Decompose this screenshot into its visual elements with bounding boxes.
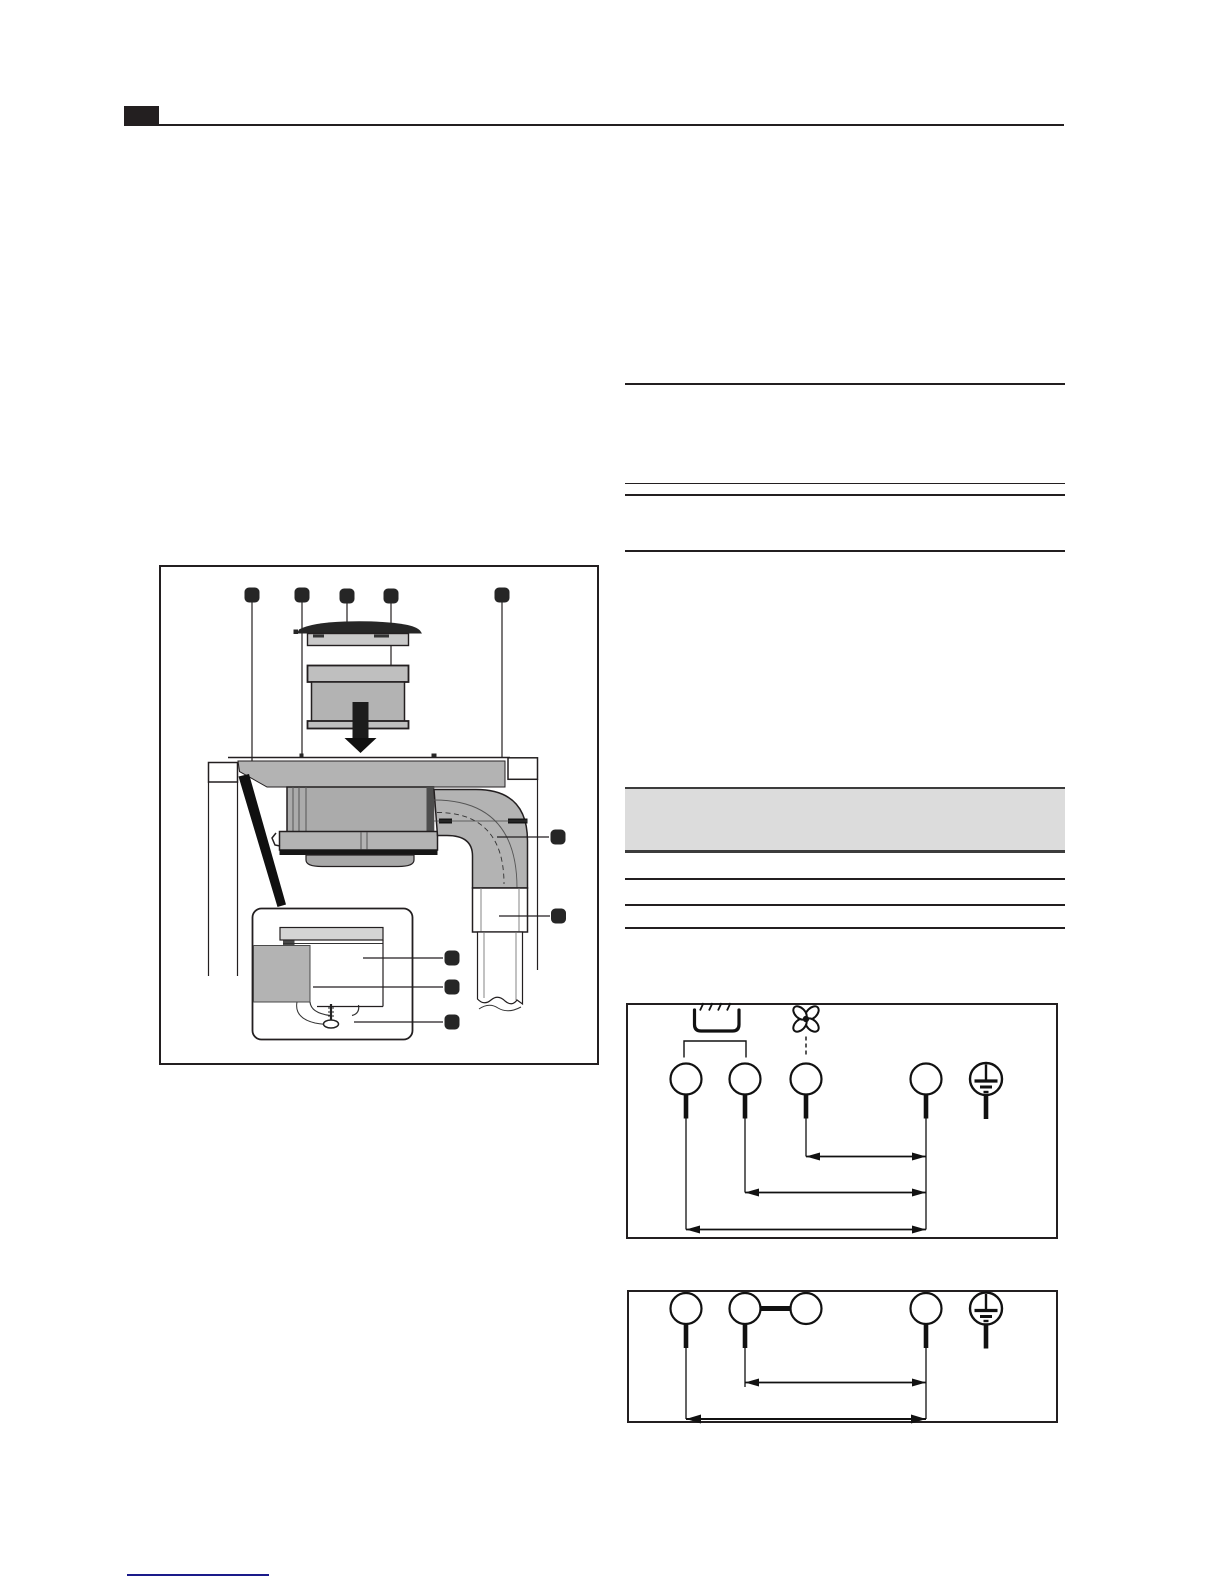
spec-table-rule-1 <box>625 878 1065 880</box>
header-rule <box>124 124 1064 126</box>
paragraph-rule-4 <box>625 550 1065 552</box>
terminal-2 <box>730 1293 761 1324</box>
earth-icon <box>970 1293 1002 1325</box>
terminal-3 <box>791 1293 822 1324</box>
terminal-3 <box>791 1064 822 1095</box>
callout-badge-4 <box>384 589 399 604</box>
grill-vent-right <box>374 635 389 638</box>
paragraph-rule-3 <box>625 494 1065 496</box>
wiring-diagram-2 <box>620 1284 1064 1430</box>
cabinet-wall-left <box>209 763 238 783</box>
blower-top-band <box>308 666 409 683</box>
callout-badge-5 <box>495 588 510 603</box>
paragraph-rule-2 <box>625 483 1065 485</box>
terminal-4 <box>911 1064 942 1095</box>
paragraph-rule-1 <box>625 383 1065 386</box>
wiring1-frame <box>627 1004 1057 1238</box>
callout-badge-2 <box>295 588 310 603</box>
callout-badge-inset-2 <box>445 980 460 995</box>
housing-right-band <box>427 787 435 832</box>
grill-vent-left <box>313 635 324 638</box>
worktop-tab-right <box>432 754 437 758</box>
appliance-housing <box>287 787 434 832</box>
worktop-slab <box>238 761 505 787</box>
installation-figure <box>155 561 603 1069</box>
worktop-tab-left <box>300 754 304 758</box>
callout-badge-1 <box>245 588 260 603</box>
chapter-tab-marker <box>124 106 159 125</box>
inset-worktop-bar <box>280 928 383 941</box>
footer-link-underline <box>127 1574 269 1577</box>
grill-tab <box>294 630 299 635</box>
wiring-diagram-1 <box>620 998 1064 1244</box>
terminal-2 <box>730 1064 761 1095</box>
spec-table-rule-2 <box>625 904 1065 906</box>
housing-collar <box>280 832 438 851</box>
cabinet-wall-right <box>508 758 538 780</box>
callout-badge-duct <box>551 909 566 924</box>
spec-table-highlight-band <box>625 787 1065 853</box>
terminal-1 <box>671 1293 702 1324</box>
terminal-4 <box>911 1293 942 1324</box>
callout-badge-elbow <box>551 830 566 845</box>
callout-badge-inset-1 <box>445 951 460 966</box>
callout-badge-inset-3 <box>445 1015 460 1030</box>
housing-tray <box>306 855 414 867</box>
housing-gasket <box>280 850 438 856</box>
callout-badge-3 <box>340 589 355 604</box>
terminal-1 <box>671 1064 702 1095</box>
insertion-arrow-shaft <box>353 702 369 738</box>
spec-table-rule-3 <box>625 927 1065 929</box>
earth-icon <box>970 1063 1002 1095</box>
inset-cabinet-block <box>254 946 311 1003</box>
screw-head <box>324 1020 339 1028</box>
inset-seal <box>283 941 295 946</box>
